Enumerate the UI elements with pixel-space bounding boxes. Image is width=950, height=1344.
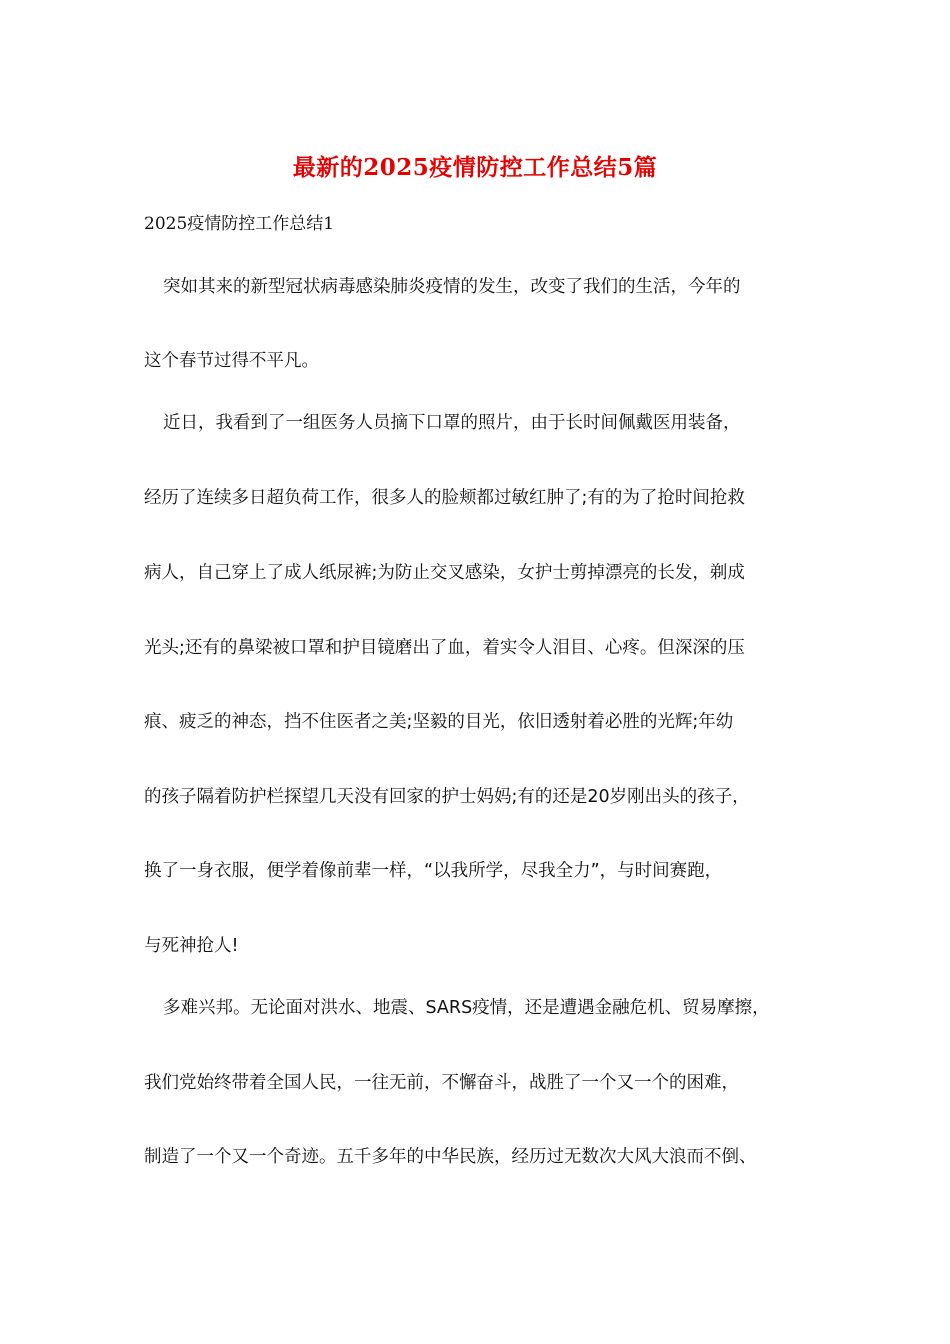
paragraph-line: 病人，自己穿上了成人纸尿裤;为防止交叉感染，女护士剪掉漂亮的长发，剃成	[144, 563, 745, 583]
paragraph-line: 多难兴邦。无论面对洪水、地震、SARS疫情，还是遭遇金融危机、贸易摩擦，	[163, 998, 770, 1018]
paragraph-line: 近日，我看到了一组医务人员摘下口罩的照片，由于长时间佩戴医用装备，	[163, 413, 741, 433]
document-title: 最新的2025疫情防控工作总结5篇	[292, 154, 658, 181]
paragraph-line: 光头;还有的鼻梁被口罩和护目镜磨出了血，着实令人泪目、心疼。但深深的压	[144, 638, 745, 658]
paragraph-line: 与死神抢人!	[144, 936, 239, 956]
paragraph-line: 这个春节过得不平凡。	[144, 351, 319, 371]
paragraph-line: 制造了一个又一个奇迹。五千多年的中华民族，经历过无数次大风大浪而不倒、	[144, 1147, 757, 1167]
paragraph-line: 换了一身衣服，便学着像前辈一样，“以我所学，尽我全力”，与时间赛跑，	[144, 861, 723, 881]
paragraph-line: 痕、疲乏的神态，挡不住医者之美;坚毅的目光，依旧透射着必胜的光辉;年幼	[144, 712, 734, 732]
paragraph-line: 突如其来的新型冠状病毒感染肺炎疫情的发生，改变了我们的生活，今年的	[163, 277, 741, 297]
paragraph-line: 的孩子隔着防护栏探望几天没有回家的护士妈妈;有的还是20岁刚出头的孩子，	[144, 787, 750, 807]
paragraph-line: 经历了连续多日超负荷工作，很多人的脸颊都过敏红肿了;有的为了抢时间抢救	[144, 488, 745, 508]
section-heading: 2025疫情防控工作总结1	[144, 214, 335, 234]
paragraph-line: 我们党始终带着全国人民，一往无前，不懈奋斗，战胜了一个又一个的困难，	[144, 1073, 739, 1093]
